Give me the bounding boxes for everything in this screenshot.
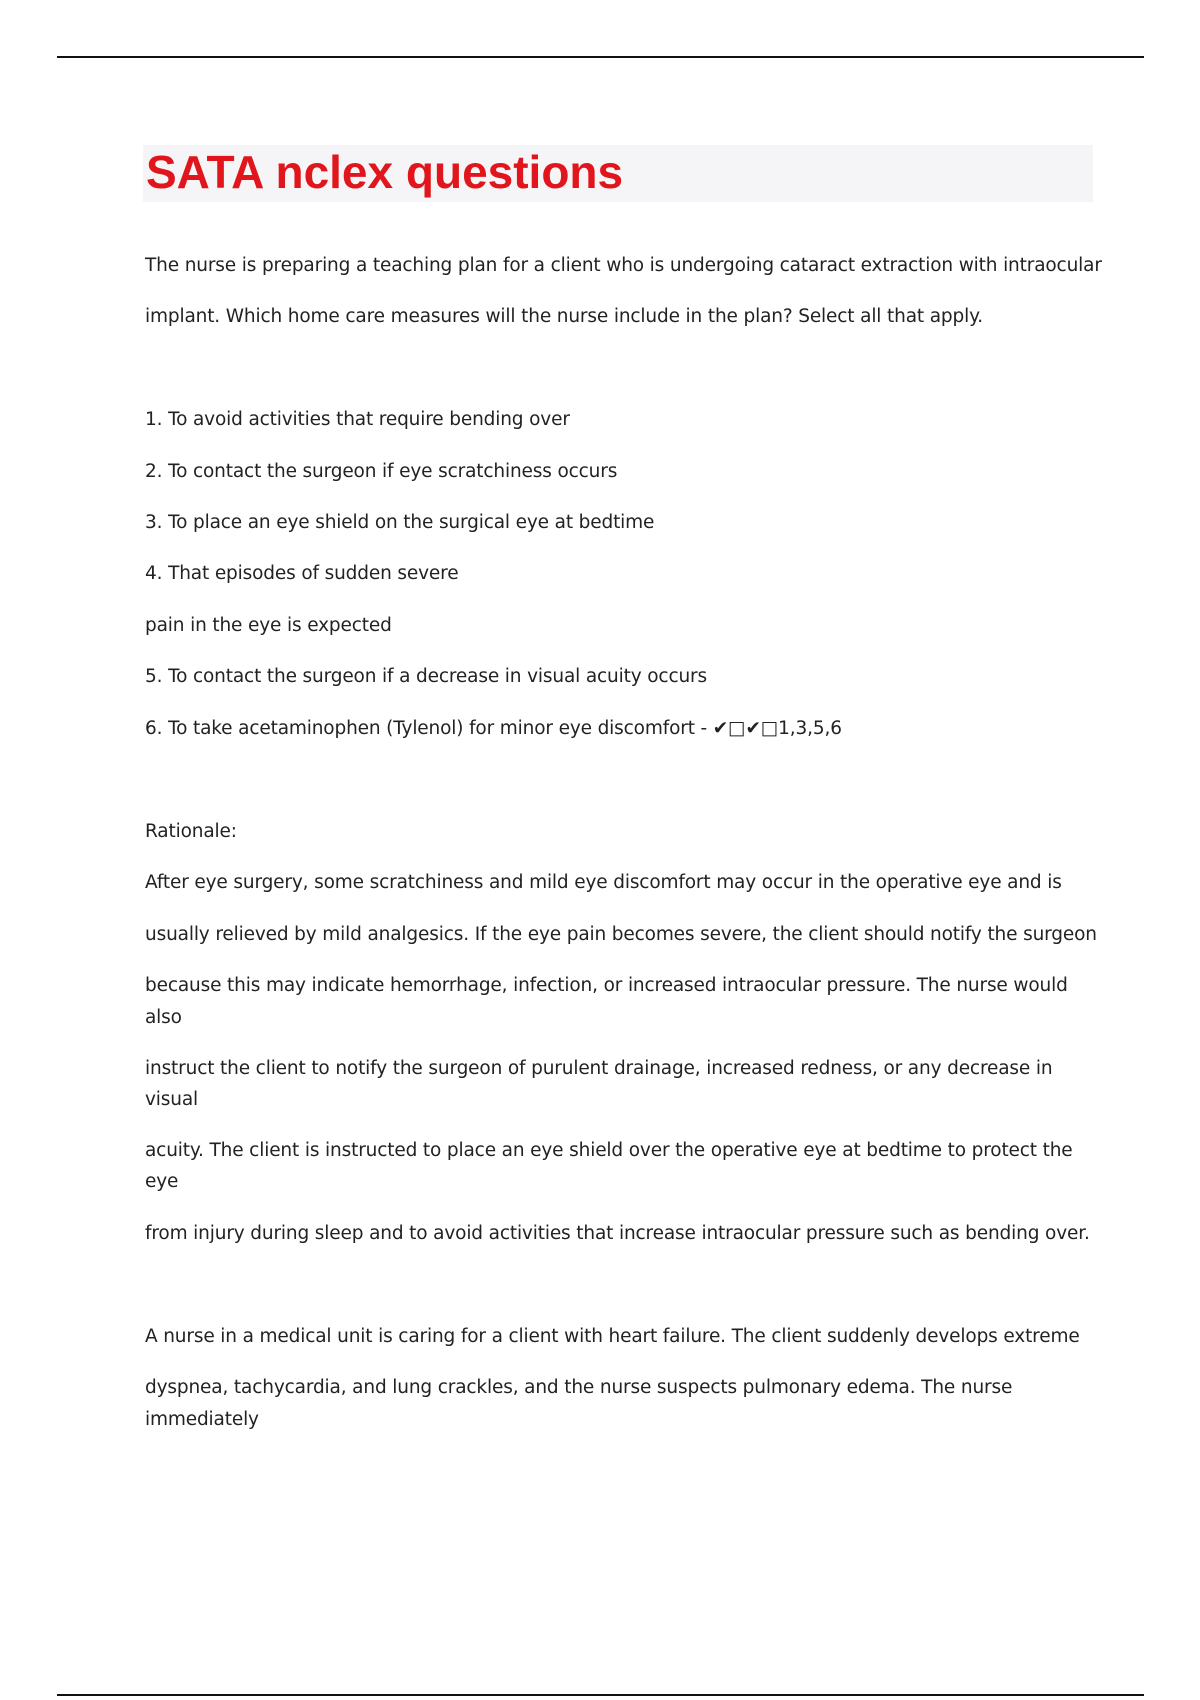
option-4: 4. That episodes of sudden severe xyxy=(145,563,459,584)
option-5: 5. To contact the surgeon if a decrease in visual acuity occurs xyxy=(145,666,707,687)
rationale-line: After eye surgery, some scratchiness and mild eye discomfort may occur in the operative eye and is xyxy=(145,872,1062,893)
option-1: 1. To avoid activities that require bending over xyxy=(145,409,570,430)
question-2-stem-line: dyspnea, tachycardia, and lung crackles, and the nurse suspects pulmonary edema. The nurse xyxy=(145,1377,1013,1398)
rationale-line: from injury during sleep and to avoid activities that increase intraocular pressure such as bending over. xyxy=(145,1223,1090,1244)
rationale-line: usually relieved by mild analgesics. If the eye pain becomes severe, the client should notify the surgeon xyxy=(145,924,1097,945)
rationale-line: eye xyxy=(145,1171,179,1192)
rationale-line: acuity. The client is instructed to place an eye shield over the operative eye at bedtime to protect the xyxy=(145,1140,1073,1161)
question-2-stem-line: A nurse in a medical unit is caring for a client with heart failure. The client suddenly develops extreme xyxy=(145,1326,1080,1347)
option-3: 3. To place an eye shield on the surgical eye at bedtime xyxy=(145,512,655,533)
rationale-line: visual xyxy=(145,1089,199,1110)
question-1-stem-line: The nurse is preparing a teaching plan for a client who is undergoing cataract extraction with intraocular xyxy=(145,255,1102,276)
document-title: SATA nclex questions xyxy=(146,146,624,198)
rationale-line: also xyxy=(145,1007,182,1028)
rationale-line: because this may indicate hemorrhage, infection, or increased intraocular pressure. The nurse would xyxy=(145,975,1068,996)
rationale-line: instruct the client to notify the surgeon of purulent drainage, increased redness, or any decrease in xyxy=(145,1058,1053,1079)
question-1-stem-line: implant. Which home care measures will the nurse include in the plan? Select all that apply. xyxy=(145,306,983,327)
option-2: 2. To contact the surgeon if eye scratchiness occurs xyxy=(145,461,618,482)
question-2-stem-line: immediately xyxy=(145,1409,259,1430)
option-4-continued: pain in the eye is expected xyxy=(145,615,392,636)
bottom-rule xyxy=(57,1694,1144,1696)
rationale-label: Rationale: xyxy=(145,821,237,842)
option-6-with-answer: 6. To take acetaminophen (Tylenol) for minor eye discomfort - ✔□✔□1,3,5,6 xyxy=(145,718,842,739)
top-rule xyxy=(57,56,1144,58)
